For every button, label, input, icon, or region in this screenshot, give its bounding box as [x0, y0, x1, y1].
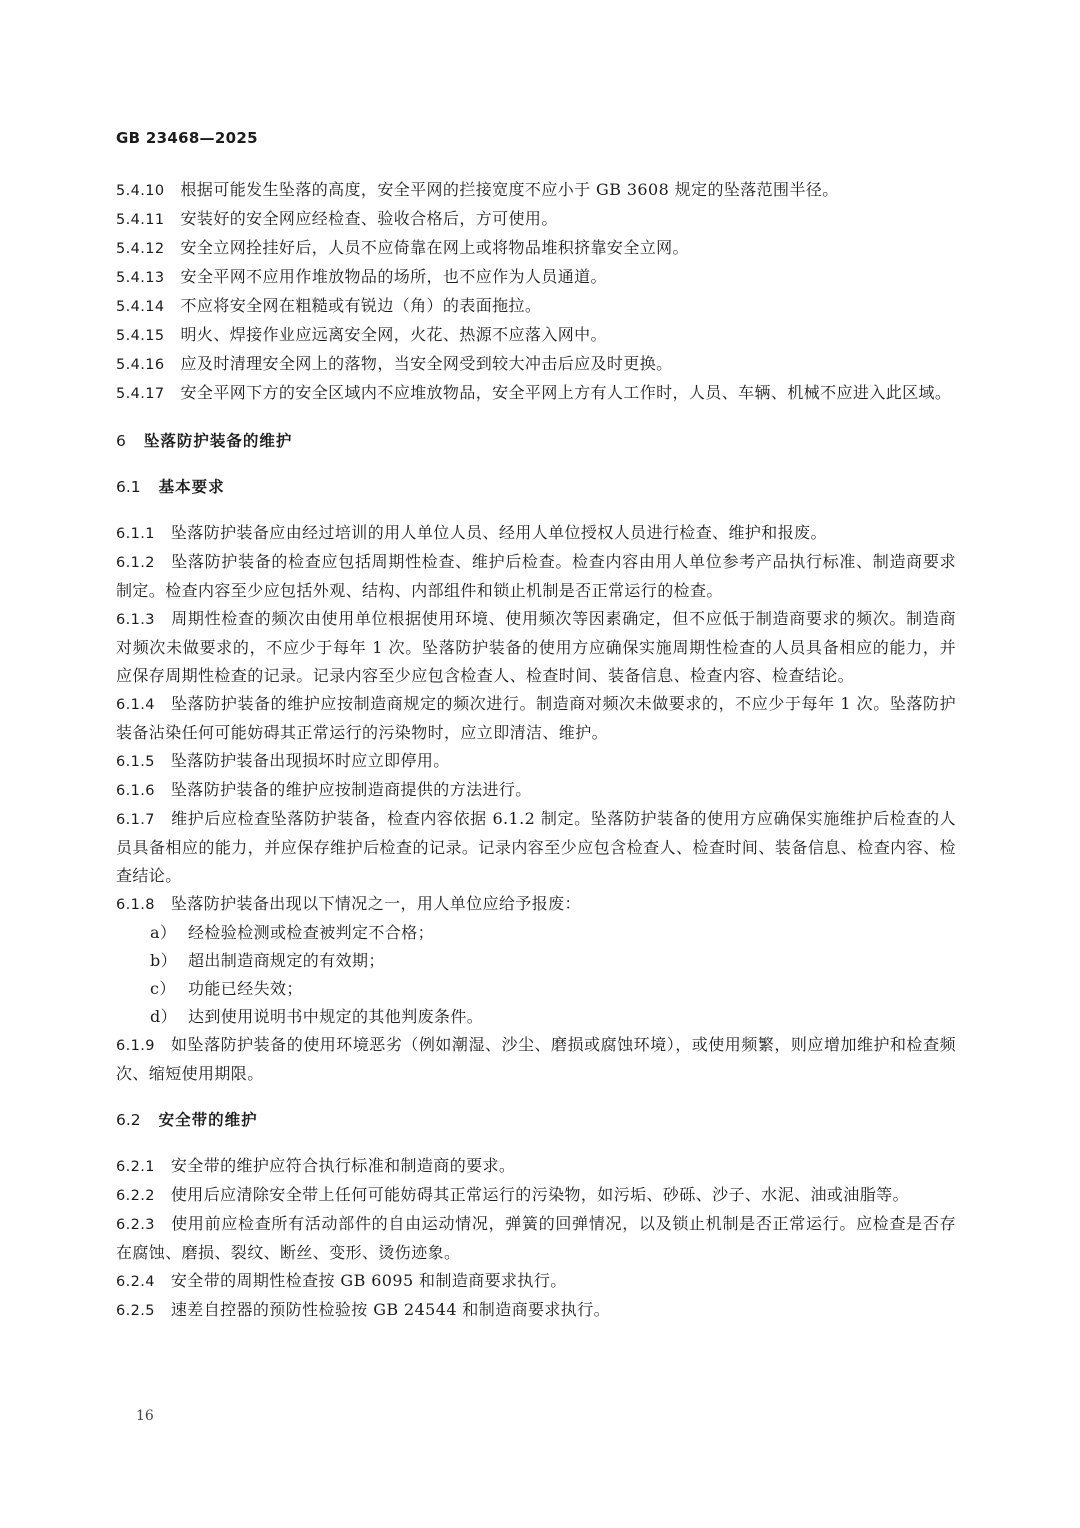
clause-text: 应及时清理安全网上的落物，当安全网受到较大冲击后应及时更换。	[180, 354, 673, 373]
clause-number: 5.4.17	[116, 386, 165, 402]
clause-number: 5.4.15	[116, 328, 165, 344]
clause	[116, 292, 956, 321]
scrap-conditions-list	[116, 919, 956, 1031]
clause-number: 6.1.6	[116, 783, 155, 799]
clause-text: 不应将安全网在粗糙或有锐边（角）的表面拖拉。	[180, 296, 542, 315]
clause	[116, 519, 956, 548]
list-text: 经检验检测或检查被判定不合格；	[188, 923, 435, 942]
clause-number: 5.4.10	[116, 183, 165, 199]
clause-text: 安全平网下方的安全区域内不应堆放物品，安全平网上方有人工作时，人员、车辆、机械不应进入此区域。	[180, 383, 952, 402]
page-body	[116, 176, 956, 1325]
clause-group-6-1	[116, 519, 956, 1088]
clause-number: 6.1.5	[116, 754, 155, 770]
section-heading	[116, 1106, 956, 1134]
clause	[116, 548, 956, 605]
clause	[116, 1210, 956, 1267]
section-number: 6.1	[116, 478, 141, 496]
clause-text: 如坠落防护装备的使用环境恶劣（例如潮湿、沙尘、磨损或腐蚀环境），或使用频繁，则应增加维护和检查频次、缩短使用期限。	[116, 1035, 956, 1083]
clause-text: 安全带的周期性检查按 GB 6095 和制造商要求执行。	[170, 1271, 567, 1290]
clause-text: 使用前应检查所有活动部件的自由运动情况，弹簧的回弹情况，以及锁止机制是否正常运行。应检查是否存在腐蚀、磨损、裂纹、断丝、变形、烫伤迹象。	[116, 1214, 956, 1262]
clause	[116, 1181, 956, 1210]
clause-number: 6.1.4	[116, 697, 155, 713]
section-number: 6.2	[116, 1111, 141, 1129]
clause-text: 根据可能发生坠落的高度，安全平网的拦接宽度不应小于 GB 3608 规定的坠落范围半径。	[180, 180, 839, 199]
clause-number: 6.2.3	[116, 1217, 155, 1233]
list-item	[116, 919, 956, 947]
clause-number: 6.2.2	[116, 1188, 155, 1204]
clause-text: 坠落防护装备的检查应包括周期性检查、维护后检查。检查内容由用人单位参考产品执行标准、制造商要求制定。检查内容至少应包括外观、结构、内部组件和锁止机制是否正常运行的检查。	[116, 552, 956, 600]
clause	[116, 805, 956, 890]
list-item	[116, 947, 956, 975]
clause-number: 5.4.11	[116, 212, 165, 228]
clause	[116, 263, 956, 292]
clause-text: 坠落防护装备出现损坏时应立即停用。	[170, 751, 450, 770]
clause-text: 坠落防护装备出现以下情况之一，用人单位应给予报废：	[170, 894, 581, 913]
clause-text: 维护后应检查坠落防护装备，检查内容依据 6.1.2 制定。坠落防护装备的使用方应确保实施维护后检查的人员具备相应的能力，并应保存维护后检查的记录。记录内容至少应包含检查人、检查时间、装备信息、检查内容、检查结论。	[116, 809, 956, 885]
section-title: 安全带的维护	[158, 1111, 258, 1129]
section-title: 基本要求	[158, 478, 225, 496]
clause-number: 6.1.7	[116, 812, 155, 828]
clause-number: 6.1.2	[116, 555, 155, 571]
chapter-title: 坠落防护装备的维护	[143, 432, 293, 450]
clause-text: 安全立网拴挂好后，人员不应倚靠在网上或将物品堆积挤靠安全立网。	[180, 238, 689, 257]
list-text: 功能已经失效；	[188, 979, 303, 998]
list-letter: a）	[150, 923, 177, 942]
clause	[116, 605, 956, 690]
clause-text: 速差自控器的预防性检验按 GB 24544 和制造商要求执行。	[170, 1300, 611, 1319]
clause	[116, 234, 956, 263]
list-letter: d）	[150, 1007, 178, 1026]
clause-number: 6.1.9	[116, 1038, 155, 1054]
clause	[116, 205, 956, 234]
list-text: 超出制造商规定的有效期；	[188, 951, 385, 970]
clause-number: 5.4.16	[116, 357, 165, 373]
clause	[116, 690, 956, 747]
section-heading	[116, 473, 956, 501]
clause	[116, 350, 956, 379]
clause-group-6-2	[116, 1152, 956, 1325]
list-text: 达到使用说明书中规定的其他判废条件。	[188, 1007, 484, 1026]
clause	[116, 1031, 956, 1088]
clause	[116, 379, 956, 408]
clause-number: 5.4.13	[116, 270, 165, 286]
clause-number: 6.1.1	[116, 526, 155, 542]
clause-number: 6.1.8	[116, 897, 155, 913]
clause-number: 5.4.14	[116, 299, 165, 315]
clause-text: 明火、焊接作业应远离安全网，火花、热源不应落入网中。	[180, 325, 607, 344]
list-item	[116, 1003, 956, 1031]
clause	[116, 176, 956, 205]
list-item	[116, 975, 956, 1003]
chapter-number: 6	[116, 432, 126, 450]
clause-text: 坠落防护装备的维护应按制造商提供的方法进行。	[170, 780, 532, 799]
list-letter: b）	[150, 951, 178, 970]
clause-number: 6.2.1	[116, 1159, 155, 1175]
clause-number: 5.4.12	[116, 241, 165, 257]
clause-text: 安全带的维护应符合执行标准和制造商的要求。	[170, 1156, 516, 1175]
clause-number: 6.1.3	[116, 612, 155, 628]
chapter-heading	[116, 427, 956, 455]
standard-number-header: GB 23468—2025	[116, 129, 258, 147]
page-number: 16	[136, 1408, 154, 1424]
clause	[116, 890, 956, 919]
clause	[116, 321, 956, 350]
clause-number: 6.2.4	[116, 1274, 155, 1290]
clause-text: 安装好的安全网应经检查、验收合格后，方可使用。	[180, 209, 558, 228]
clause-number: 6.2.5	[116, 1303, 155, 1319]
list-letter: c）	[150, 979, 176, 998]
clause	[116, 1296, 956, 1325]
clause	[116, 1267, 956, 1296]
clause-text: 坠落防护装备应由经过培训的用人单位人员、经用人单位授权人员进行检查、维护和报废。	[170, 523, 827, 542]
clause-group-5-4	[116, 176, 956, 408]
clause	[116, 747, 956, 776]
clause-text: 使用后应清除安全带上任何可能妨碍其正常运行的污染物，如污垢、砂砾、沙子、水泥、油或油脂等。	[170, 1185, 909, 1204]
clause-text: 周期性检查的频次由使用单位根据使用环境、使用频次等因素确定，但不应低于制造商要求的频次。制造商对频次未做要求的，不应少于每年 1 次。坠落防护装备的使用方应确保实施周期性检查的人员具备相应的能力，并应保存周期性检查的记录。记录内容至少应包含检查人、检查时间、装备信息、检查内容、检查结论。	[116, 609, 956, 685]
clause-text: 坠落防护装备的维护应按制造商规定的频次进行。制造商对频次未做要求的，不应少于每年 1 次。坠落防护装备沾染任何可能妨碍其正常运行的污染物时，应立即清洁、维护。	[116, 694, 956, 742]
clause	[116, 1152, 956, 1181]
clause	[116, 776, 956, 805]
clause-text: 安全平网不应用作堆放物品的场所，也不应作为人员通道。	[180, 267, 607, 286]
